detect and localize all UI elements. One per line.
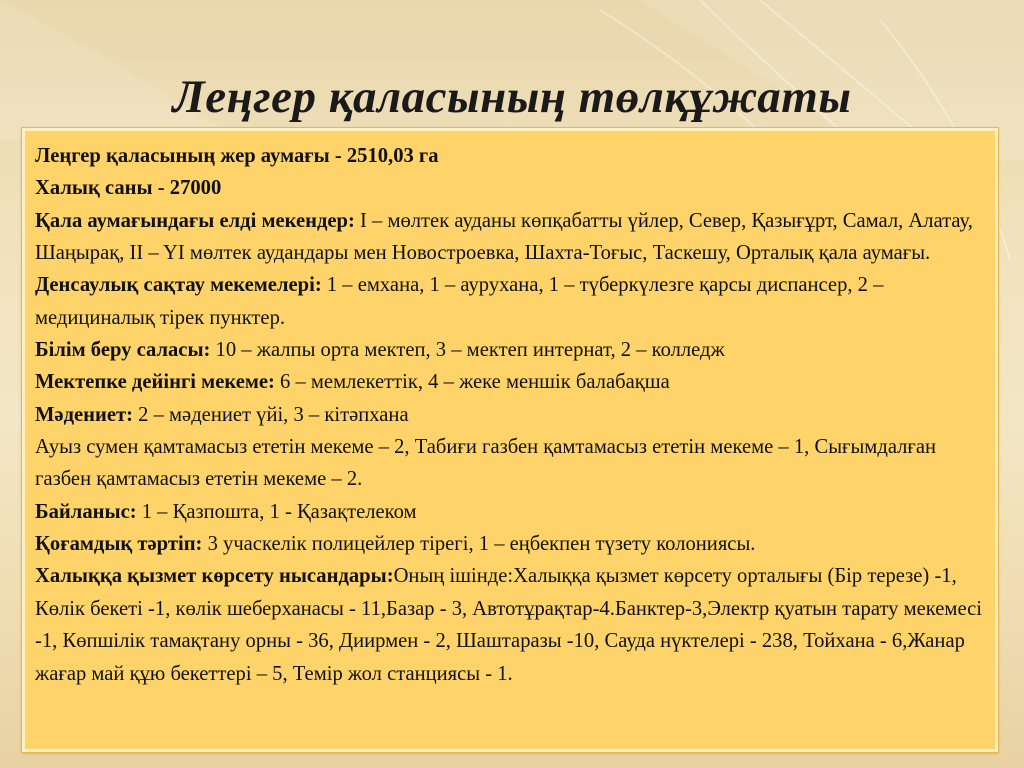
public-order-text: 3 учаскелік полицейлер тірегі, 1 – еңбекпен түзету колониясы. bbox=[202, 533, 756, 556]
public-order-label: Қоғамдық тәртіп: bbox=[35, 533, 203, 556]
settlements-paragraph bbox=[35, 205, 985, 270]
settlements-text: I – мөлтек ауданы көпқабатты үйлер, Север, Қазығұрт, Самал, Алатау, Шаңырақ, II – YI мөлтек аудандары мен Новостроевка, Шахта-Тоғыс, Таскешу, Орталық қала аумағы. bbox=[35, 209, 973, 265]
slide-title: Леңгер қаласының төлқұжаты bbox=[172, 71, 852, 123]
culture-label: Мәдениет: bbox=[35, 403, 133, 426]
utilities-paragraph: Ауыз сумен қамтамасыз ететін мекеме – 2, Табиғи газбен қамтамасыз ететін мекеме – 1, Сығымдалған газбен қамтамасыз ететін мекеме – 2. bbox=[35, 436, 937, 491]
communication-label: Байланыс: bbox=[35, 500, 137, 523]
preschool-label: Мектепке дейінгі мекеме: bbox=[35, 371, 275, 394]
settlements-label: Қала аумағындағы елді мекендер: bbox=[35, 209, 355, 232]
health-paragraph bbox=[35, 269, 985, 334]
communication-paragraph bbox=[35, 496, 985, 528]
communication-text: 1 – Қазпошта, 1 - Қазақтелеком bbox=[136, 500, 417, 523]
area-line: Леңгер қаласының жер аумағы - 2510,03 га bbox=[35, 145, 439, 167]
content-panel bbox=[22, 128, 998, 752]
education-label: Білім беру саласы: bbox=[35, 339, 211, 362]
population-line: Халық саны - 27000 bbox=[35, 177, 222, 200]
services-paragraph bbox=[35, 560, 985, 689]
education-paragraph bbox=[35, 334, 985, 366]
services-text: Оның ішінде:Халыққа қызмет көрсету орталығы (Бір терезе) -1, Көлік бекеті -1, көлік шеберханасы - 11,Базар - 3, Автотұрақтар-4.Банктер-3,Электр қуатын тарату мекемесі -1, Көпшілік тамақтану орны - 36, Диирмен - 2, Шаштаразы -10, Сауда нүктелері - 238, Тойхана - 6,Жанар жағар май құю бекеттері – 5, Темір жол станциясы - 1. bbox=[35, 565, 982, 685]
education-text: 10 – жалпы орта мектеп, 3 – мектеп интернат, 2 – колледж bbox=[210, 339, 725, 362]
preschool-text: 6 – мемлекеттік, 4 – жеке меншік балабақша bbox=[274, 371, 670, 394]
health-label: Денсаулық сақтау мекемелері: bbox=[35, 274, 322, 297]
culture-paragraph bbox=[35, 399, 985, 431]
preschool-paragraph bbox=[35, 366, 985, 398]
services-label: Халыққа қызмет көрсету нысандары: bbox=[35, 565, 394, 588]
health-text: 1 – емхана, 1 – аурухана, 1 – түберкүлезге қарсы диспансер, 2 – медициналық тірек пунктер. bbox=[35, 274, 884, 329]
culture-text: 2 – мәдениет үйі, 3 – кітәпхана bbox=[132, 403, 409, 426]
public-order-paragraph bbox=[35, 528, 985, 560]
